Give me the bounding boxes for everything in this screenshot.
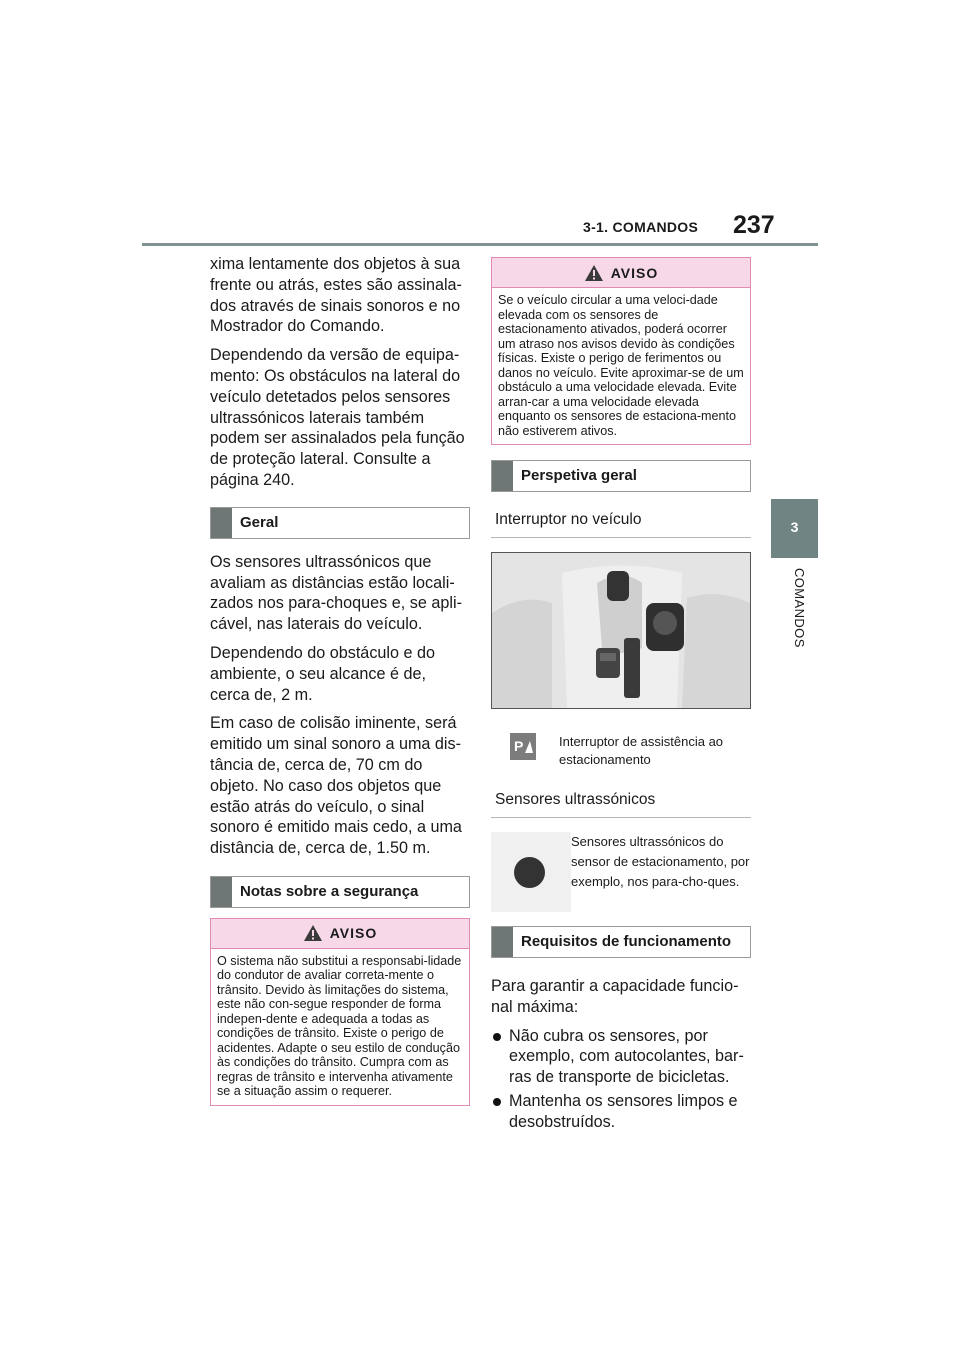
- heading-safety-text: Notas sobre a segurança: [240, 882, 419, 900]
- console-figure: [491, 552, 751, 709]
- warning-box-right: [491, 257, 751, 445]
- sensor-dot-icon: [514, 857, 545, 888]
- requirements-list: [491, 1026, 751, 1133]
- left-column: [210, 254, 470, 1106]
- warning-triangle-icon: [584, 264, 604, 282]
- general-paragraph-2: Dependendo do obstáculo e do ambiente, o seu alcance é de, cerca de, 2 m.: [210, 643, 436, 704]
- chapter-tab-number: 3: [790, 519, 799, 535]
- general-paragraph-3: Em caso de colisão iminente, será emitido um sinal sonoro a uma dis-tância de, cerca de, 70 cm do objeto. No caso dos objetos que estão atrás do veículo, o sinal sonoro é emitido mais cedo, a uma distância de, cerca de, 1.50 m.: [210, 714, 462, 858]
- header-rule: [142, 243, 818, 246]
- switch-legend-text: Interruptor de assistência ao estacionamento: [559, 734, 724, 767]
- heading-bar: [211, 877, 232, 907]
- warning-header: [211, 919, 469, 949]
- parking-assist-button-icon: [510, 733, 536, 760]
- page-number: 237: [733, 211, 775, 239]
- heading-safety: [210, 876, 470, 908]
- heading-general-text: Geral: [240, 513, 279, 531]
- list-item: Não cubra os sensores, por exemplo, com autocolantes, bar-ras de transporte de bicicletas.: [491, 1026, 751, 1088]
- heading-requirements-text: Requisitos de funcionamento: [521, 933, 732, 950]
- warning-box-left: [210, 918, 470, 1106]
- general-paragraph-1: Os sensores ultrassónicos que avaliam as distâncias estão locali-zados nos para-choques e, se apli-cável, nas laterais do veículo.: [210, 552, 462, 634]
- chapter-tab: [771, 499, 818, 558]
- intro-paragraph-1: xima lentamente dos objetos à sua frente ou atrás, estes são assinala-dos através de sinais sonoros e no Mostrador do Comando.: [210, 255, 462, 336]
- warning-text: Se o veículo circular a uma veloci-dade elevada com os sensores de estacionamento ativados, poderá ocorrer um atraso nos avisos devido às condições físicas. Existe o perigo de ferimentos ou danos no veículo. Evite aproximar-se de um obstáculo a uma velocidade elevada. Evite arran-car a uma velocidade elevada enquanto os sensores de estaciona-mento não estiverem ativos.: [498, 293, 744, 438]
- intro-paragraph-2: Dependendo da versão de equipa-mento: Os obstáculos na lateral do veículo detetados pelos sensores ultrassónicos laterais também podem ser assinalados pela função de proteção lateral. Consulte a página 240.: [210, 346, 465, 489]
- subhead-switch: Interruptor no veículo: [491, 505, 751, 538]
- ultrasonic-sensor-image: [491, 832, 571, 912]
- warning-triangle-icon: [303, 924, 323, 942]
- chapter-side-label: COMANDOS: [792, 568, 807, 648]
- sensor-caption: Sensores ultrassónicos do sensor de estacionamento, por exemplo, nos para-cho-ques.: [571, 834, 750, 889]
- right-column: [491, 257, 751, 1136]
- requirements-intro: Para garantir a capacidade funcio-nal máxima:: [491, 977, 739, 1016]
- heading-overview: [491, 460, 751, 492]
- list-item: Mantenha os sensores limpos e desobstruídos.: [491, 1091, 751, 1133]
- heading-bar: [211, 508, 232, 538]
- sensor-row: [491, 832, 751, 912]
- svg-text:P: P: [514, 738, 524, 754]
- warning-text: O sistema não substitui a responsabi-lidade do condutor de avaliar correta-mente o trânsito. Devido às limitações do sistema, este não con-segue responder de forma indepen-dente e adequada a todas as condições de trânsito. Existe o perigo de acidentes. Adapte o seu estilo de condução às condições do trânsito. Cumpra com as regras de trânsito e intervenha ativamente se a situação assim o requerer.: [217, 953, 462, 1099]
- warning-title: AVISO: [329, 925, 378, 942]
- switch-legend-row: [491, 733, 751, 769]
- center-console-image: [492, 553, 750, 708]
- heading-overview-text: Perspetiva geral: [521, 467, 637, 484]
- heading-general: [210, 507, 470, 539]
- subhead-sensors: Sensores ultrassónicos: [491, 785, 751, 818]
- warning-header: [492, 258, 750, 288]
- heading-bar: [492, 927, 513, 957]
- section-label: 3-1. COMANDOS: [583, 219, 699, 235]
- heading-bar: [492, 461, 513, 491]
- warning-title: AVISO: [610, 264, 659, 281]
- heading-requirements: [491, 926, 751, 958]
